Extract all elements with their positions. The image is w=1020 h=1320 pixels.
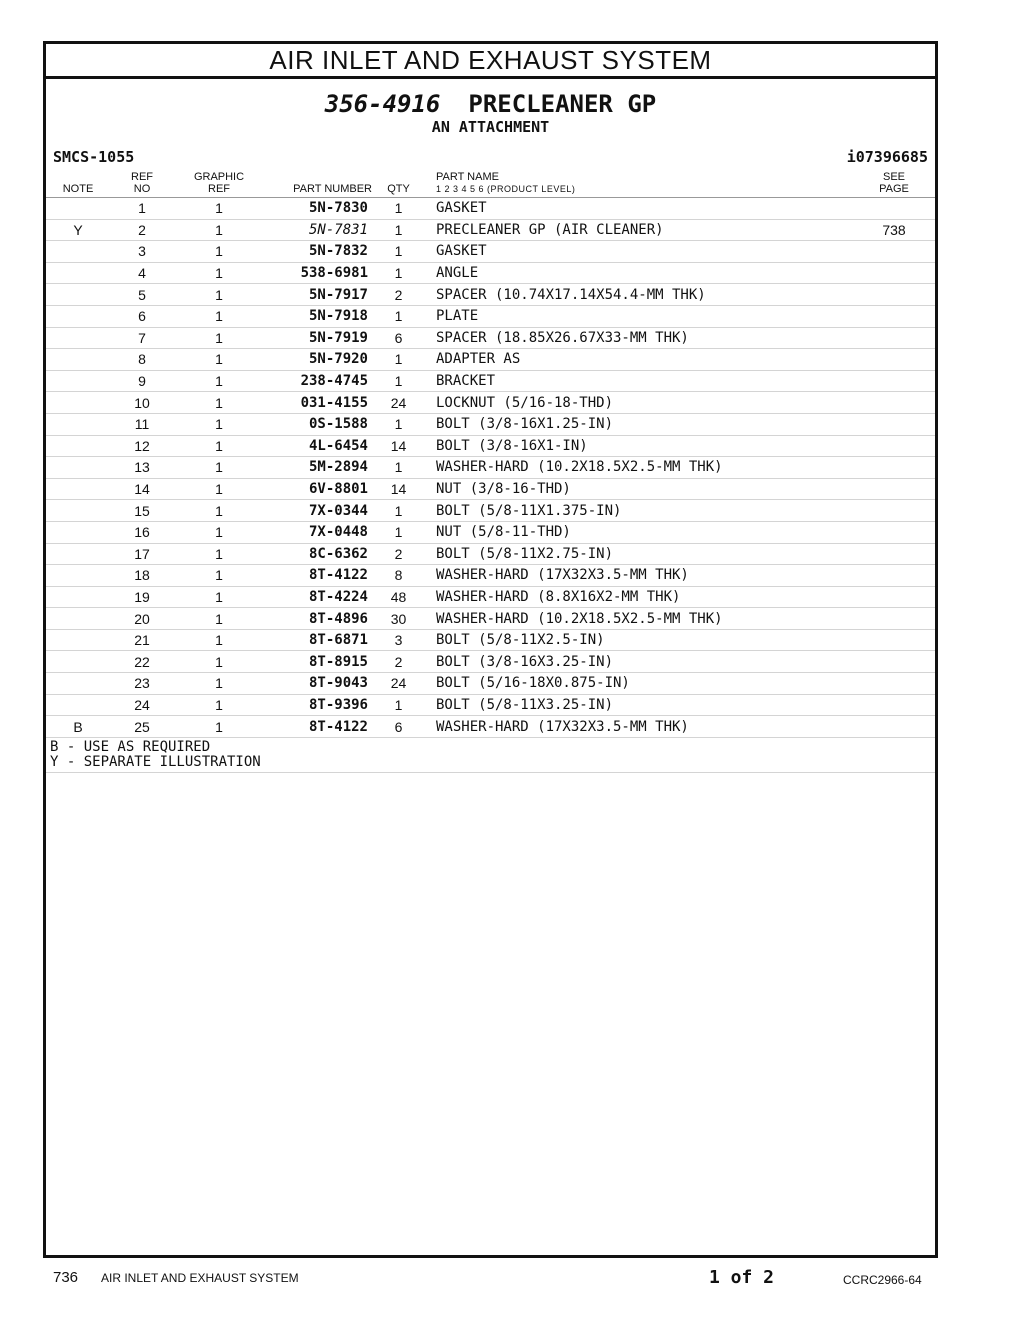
cell-see-page	[853, 694, 935, 716]
cell-graphic-ref: 1	[174, 262, 264, 284]
cell-note	[46, 392, 110, 414]
cell-graphic-ref: 1	[174, 500, 264, 522]
cell-note	[46, 478, 110, 500]
cell-part-number: 7X-0448	[264, 521, 376, 543]
cell-qty: 6	[376, 716, 421, 738]
cell-ref-no: 20	[110, 608, 174, 630]
cell-part-name: BOLT (3/8-16X1.25-IN)	[421, 413, 853, 435]
cell-qty: 1	[376, 305, 421, 327]
cell-part-name: WASHER-HARD (17X32X3.5-MM THK)	[421, 716, 853, 738]
cell-part-number: 5N-7920	[264, 349, 376, 371]
cell-ref-no: 21	[110, 629, 174, 651]
cell-qty: 30	[376, 608, 421, 630]
cell-ref-no: 6	[110, 305, 174, 327]
cell-part-number: 8C-6362	[264, 543, 376, 565]
cell-qty: 8	[376, 565, 421, 587]
cell-part-number: 8T-6871	[264, 629, 376, 651]
cell-qty: 1	[376, 370, 421, 392]
cell-ref-no: 19	[110, 586, 174, 608]
footer-document-code: CCRC2966-64	[843, 1273, 922, 1287]
table-row	[46, 500, 935, 522]
cell-part-name: LOCKNUT (5/16-18-THD)	[421, 392, 853, 414]
cell-see-page	[853, 392, 935, 414]
table-row	[46, 651, 935, 673]
group-subtitle: AN ATTACHMENT	[431, 118, 550, 136]
table-row	[46, 241, 935, 263]
cell-ref-no: 5	[110, 284, 174, 306]
cell-qty: 1	[376, 694, 421, 716]
cell-part-number: 6V-8801	[264, 478, 376, 500]
cell-ref-no: 17	[110, 543, 174, 565]
cell-graphic-ref: 1	[174, 586, 264, 608]
cell-note	[46, 521, 110, 543]
cell-see-page	[853, 478, 935, 500]
cell-part-number: 4L-6454	[264, 435, 376, 457]
cell-part-name: BOLT (5/8-11X1.375-IN)	[421, 500, 853, 522]
cell-ref-no: 8	[110, 349, 174, 371]
cell-ref-no: 14	[110, 478, 174, 500]
parts-table-body	[46, 198, 935, 738]
cell-note	[46, 413, 110, 435]
group-number: 356-4916	[324, 90, 441, 118]
table-row	[46, 565, 935, 587]
cell-see-page	[853, 349, 935, 371]
cell-see-page	[853, 262, 935, 284]
cell-see-page	[853, 543, 935, 565]
cell-note	[46, 370, 110, 392]
cell-qty: 1	[376, 241, 421, 263]
cell-see-page	[853, 716, 935, 738]
cell-note	[46, 694, 110, 716]
cell-note	[46, 543, 110, 565]
cell-ref-no: 16	[110, 521, 174, 543]
cell-qty: 1	[376, 262, 421, 284]
cell-part-name: ANGLE	[421, 262, 853, 284]
cell-part-name: WASHER-HARD (8.8X16X2-MM THK)	[421, 586, 853, 608]
cell-graphic-ref: 1	[174, 413, 264, 435]
cell-part-name: PLATE	[421, 305, 853, 327]
cell-part-number: 5N-7918	[264, 305, 376, 327]
cell-qty: 2	[376, 651, 421, 673]
cell-qty: 1	[376, 500, 421, 522]
cell-note	[46, 327, 110, 349]
cell-note	[46, 565, 110, 587]
cell-ref-no: 3	[110, 241, 174, 263]
cell-graphic-ref: 1	[174, 241, 264, 263]
cell-part-number: 7X-0344	[264, 500, 376, 522]
col-header-part-number: PART NUMBER	[264, 169, 376, 198]
cell-part-number: 8T-9396	[264, 694, 376, 716]
cell-part-name: WASHER-HARD (10.2X18.5X2.5-MM THK)	[421, 457, 853, 479]
cell-see-page	[853, 327, 935, 349]
cell-graphic-ref: 1	[174, 521, 264, 543]
cell-part-name: SPACER (18.85X26.67X33-MM THK)	[421, 327, 853, 349]
product-level-legend: 1 2 3 4 5 6 (PRODUCT LEVEL)	[436, 184, 576, 194]
table-row	[46, 327, 935, 349]
cell-qty: 1	[376, 219, 421, 241]
col-header-note: NOTE	[46, 169, 110, 198]
cell-part-name: ADAPTER AS	[421, 349, 853, 371]
cell-ref-no: 22	[110, 651, 174, 673]
cell-ref-no: 25	[110, 716, 174, 738]
cell-qty: 1	[376, 457, 421, 479]
cell-part-number: 031-4155	[264, 392, 376, 414]
cell-note	[46, 305, 110, 327]
cell-note	[46, 608, 110, 630]
cell-ref-no: 9	[110, 370, 174, 392]
document-identifier: i07396685	[846, 148, 928, 166]
table-row	[46, 478, 935, 500]
cell-ref-no: 1	[110, 198, 174, 220]
cell-part-number: 5N-7832	[264, 241, 376, 263]
cell-note	[46, 284, 110, 306]
cell-qty: 1	[376, 349, 421, 371]
cell-graphic-ref: 1	[174, 327, 264, 349]
cell-see-page: 738	[853, 219, 935, 241]
cell-see-page	[853, 435, 935, 457]
col-header-graphic-ref: GRAPHIC REF	[174, 169, 264, 198]
cell-part-number: 5N-7917	[264, 284, 376, 306]
cell-graphic-ref: 1	[174, 370, 264, 392]
cell-qty: 24	[376, 673, 421, 695]
cell-graphic-ref: 1	[174, 305, 264, 327]
cell-ref-no: 13	[110, 457, 174, 479]
cell-part-name: BRACKET	[421, 370, 853, 392]
cell-see-page	[853, 457, 935, 479]
cell-graphic-ref: 1	[174, 608, 264, 630]
table-row	[46, 629, 935, 651]
table-row	[46, 284, 935, 306]
table-row	[46, 608, 935, 630]
cell-part-name: NUT (5/8-11-THD)	[421, 521, 853, 543]
cell-ref-no: 11	[110, 413, 174, 435]
cell-part-name: NUT (3/8-16-THD)	[421, 478, 853, 500]
cell-ref-no: 23	[110, 673, 174, 695]
cell-see-page	[853, 608, 935, 630]
col-header-part-name: PART NAME 1 2 3 4 5 6 (PRODUCT LEVEL)	[421, 169, 853, 198]
cell-qty: 48	[376, 586, 421, 608]
cell-part-number: 8T-4224	[264, 586, 376, 608]
cell-see-page	[853, 305, 935, 327]
cell-note	[46, 241, 110, 263]
cell-note	[46, 435, 110, 457]
cell-part-name: GASKET	[421, 241, 853, 263]
cell-graphic-ref: 1	[174, 435, 264, 457]
cell-part-number: 5M-2894	[264, 457, 376, 479]
cell-ref-no: 24	[110, 694, 174, 716]
cell-part-name: BOLT (3/8-16X1-IN)	[421, 435, 853, 457]
cell-graphic-ref: 1	[174, 694, 264, 716]
table-row	[46, 305, 935, 327]
cell-graphic-ref: 1	[174, 629, 264, 651]
cell-part-number: 5N-7831	[264, 219, 376, 241]
col-header-see-page: SEE PAGE	[853, 169, 935, 198]
footer-page-number: 736	[53, 1269, 79, 1286]
cell-part-number: 5N-7919	[264, 327, 376, 349]
cell-note	[46, 198, 110, 220]
parts-table	[46, 169, 935, 738]
table-row	[46, 349, 935, 371]
cell-ref-no: 12	[110, 435, 174, 457]
cell-part-number: 8T-4122	[264, 716, 376, 738]
cell-graphic-ref: 1	[174, 716, 264, 738]
cell-qty: 3	[376, 629, 421, 651]
cell-see-page	[853, 413, 935, 435]
cell-ref-no: 4	[110, 262, 174, 284]
cell-note	[46, 262, 110, 284]
cell-note: Y	[46, 219, 110, 241]
table-row	[46, 521, 935, 543]
cell-see-page	[853, 521, 935, 543]
cell-part-number: 538-6981	[264, 262, 376, 284]
cell-note	[46, 349, 110, 371]
cell-note: B	[46, 716, 110, 738]
table-row	[46, 413, 935, 435]
table-row	[46, 673, 935, 695]
group-name: PRECLEANER GP	[468, 90, 657, 118]
smcs-code: SMCS-1055	[53, 148, 135, 166]
cell-part-number: 238-4745	[264, 370, 376, 392]
cell-note	[46, 457, 110, 479]
cell-part-number: 5N-7830	[264, 198, 376, 220]
cell-part-name: BOLT (5/8-11X3.25-IN)	[421, 694, 853, 716]
cell-part-name: SPACER (10.74X17.14X54.4-MM THK)	[421, 284, 853, 306]
cell-qty: 1	[376, 198, 421, 220]
group-header	[46, 79, 935, 169]
cell-ref-no: 2	[110, 219, 174, 241]
table-row	[46, 219, 935, 241]
col-header-ref-no: REF NO	[110, 169, 174, 198]
cell-see-page	[853, 629, 935, 651]
table-row	[46, 392, 935, 414]
cell-qty: 1	[376, 521, 421, 543]
section-title: AIR INLET AND EXHAUST SYSTEM	[46, 44, 935, 79]
cell-qty: 2	[376, 284, 421, 306]
cell-part-number: 8T-9043	[264, 673, 376, 695]
cell-see-page	[853, 651, 935, 673]
col-header-qty: QTY	[376, 169, 421, 198]
page-footer	[0, 1266, 1020, 1292]
cell-note	[46, 629, 110, 651]
cell-see-page	[853, 370, 935, 392]
cell-qty: 6	[376, 327, 421, 349]
cell-see-page	[853, 565, 935, 587]
cell-graphic-ref: 1	[174, 457, 264, 479]
cell-part-number: 8T-4122	[264, 565, 376, 587]
cell-see-page	[853, 500, 935, 522]
note-line: Y - SEPARATE ILLUSTRATION	[50, 753, 261, 770]
cell-part-name: BOLT (5/8-11X2.75-IN)	[421, 543, 853, 565]
cell-see-page	[853, 586, 935, 608]
table-row	[46, 370, 935, 392]
cell-qty: 24	[376, 392, 421, 414]
cell-part-name: BOLT (5/16-18X0.875-IN)	[421, 673, 853, 695]
table-row	[46, 694, 935, 716]
cell-qty: 2	[376, 543, 421, 565]
cell-part-number: 0S-1588	[264, 413, 376, 435]
cell-graphic-ref: 1	[174, 565, 264, 587]
table-row	[46, 435, 935, 457]
cell-ref-no: 10	[110, 392, 174, 414]
table-row	[46, 716, 935, 738]
page-frame	[43, 41, 938, 1258]
table-row	[46, 457, 935, 479]
cell-graphic-ref: 1	[174, 543, 264, 565]
cell-note	[46, 586, 110, 608]
cell-part-name: WASHER-HARD (10.2X18.5X2.5-MM THK)	[421, 608, 853, 630]
cell-part-name: BOLT (3/8-16X3.25-IN)	[421, 651, 853, 673]
cell-qty: 14	[376, 435, 421, 457]
group-title	[46, 89, 935, 119]
cell-part-name: BOLT (5/8-11X2.5-IN)	[421, 629, 853, 651]
cell-see-page	[853, 673, 935, 695]
cell-graphic-ref: 1	[174, 392, 264, 414]
cell-graphic-ref: 1	[174, 651, 264, 673]
cell-note	[46, 500, 110, 522]
cell-graphic-ref: 1	[174, 219, 264, 241]
table-row	[46, 198, 935, 220]
cell-part-name: WASHER-HARD (17X32X3.5-MM THK)	[421, 565, 853, 587]
table-row	[46, 262, 935, 284]
cell-part-name: GASKET	[421, 198, 853, 220]
cell-part-name: PRECLEANER GP (AIR CLEANER)	[421, 219, 853, 241]
table-row	[46, 586, 935, 608]
footer-section-name: AIR INLET AND EXHAUST SYSTEM	[101, 1271, 299, 1285]
cell-note	[46, 673, 110, 695]
notes-block	[46, 738, 935, 773]
cell-ref-no: 15	[110, 500, 174, 522]
note-line: B - USE AS REQUIRED	[50, 738, 211, 755]
cell-see-page	[853, 284, 935, 306]
cell-graphic-ref: 1	[174, 198, 264, 220]
cell-graphic-ref: 1	[174, 673, 264, 695]
cell-qty: 14	[376, 478, 421, 500]
cell-graphic-ref: 1	[174, 478, 264, 500]
cell-graphic-ref: 1	[174, 349, 264, 371]
cell-part-number: 8T-4896	[264, 608, 376, 630]
cell-ref-no: 18	[110, 565, 174, 587]
footer-page-of: 1 of 2	[709, 1267, 775, 1288]
table-header-row	[46, 169, 935, 198]
cell-graphic-ref: 1	[174, 284, 264, 306]
cell-note	[46, 651, 110, 673]
cell-ref-no: 7	[110, 327, 174, 349]
cell-qty: 1	[376, 413, 421, 435]
cell-see-page	[853, 241, 935, 263]
cell-part-number: 8T-8915	[264, 651, 376, 673]
cell-see-page	[853, 198, 935, 220]
table-row	[46, 543, 935, 565]
